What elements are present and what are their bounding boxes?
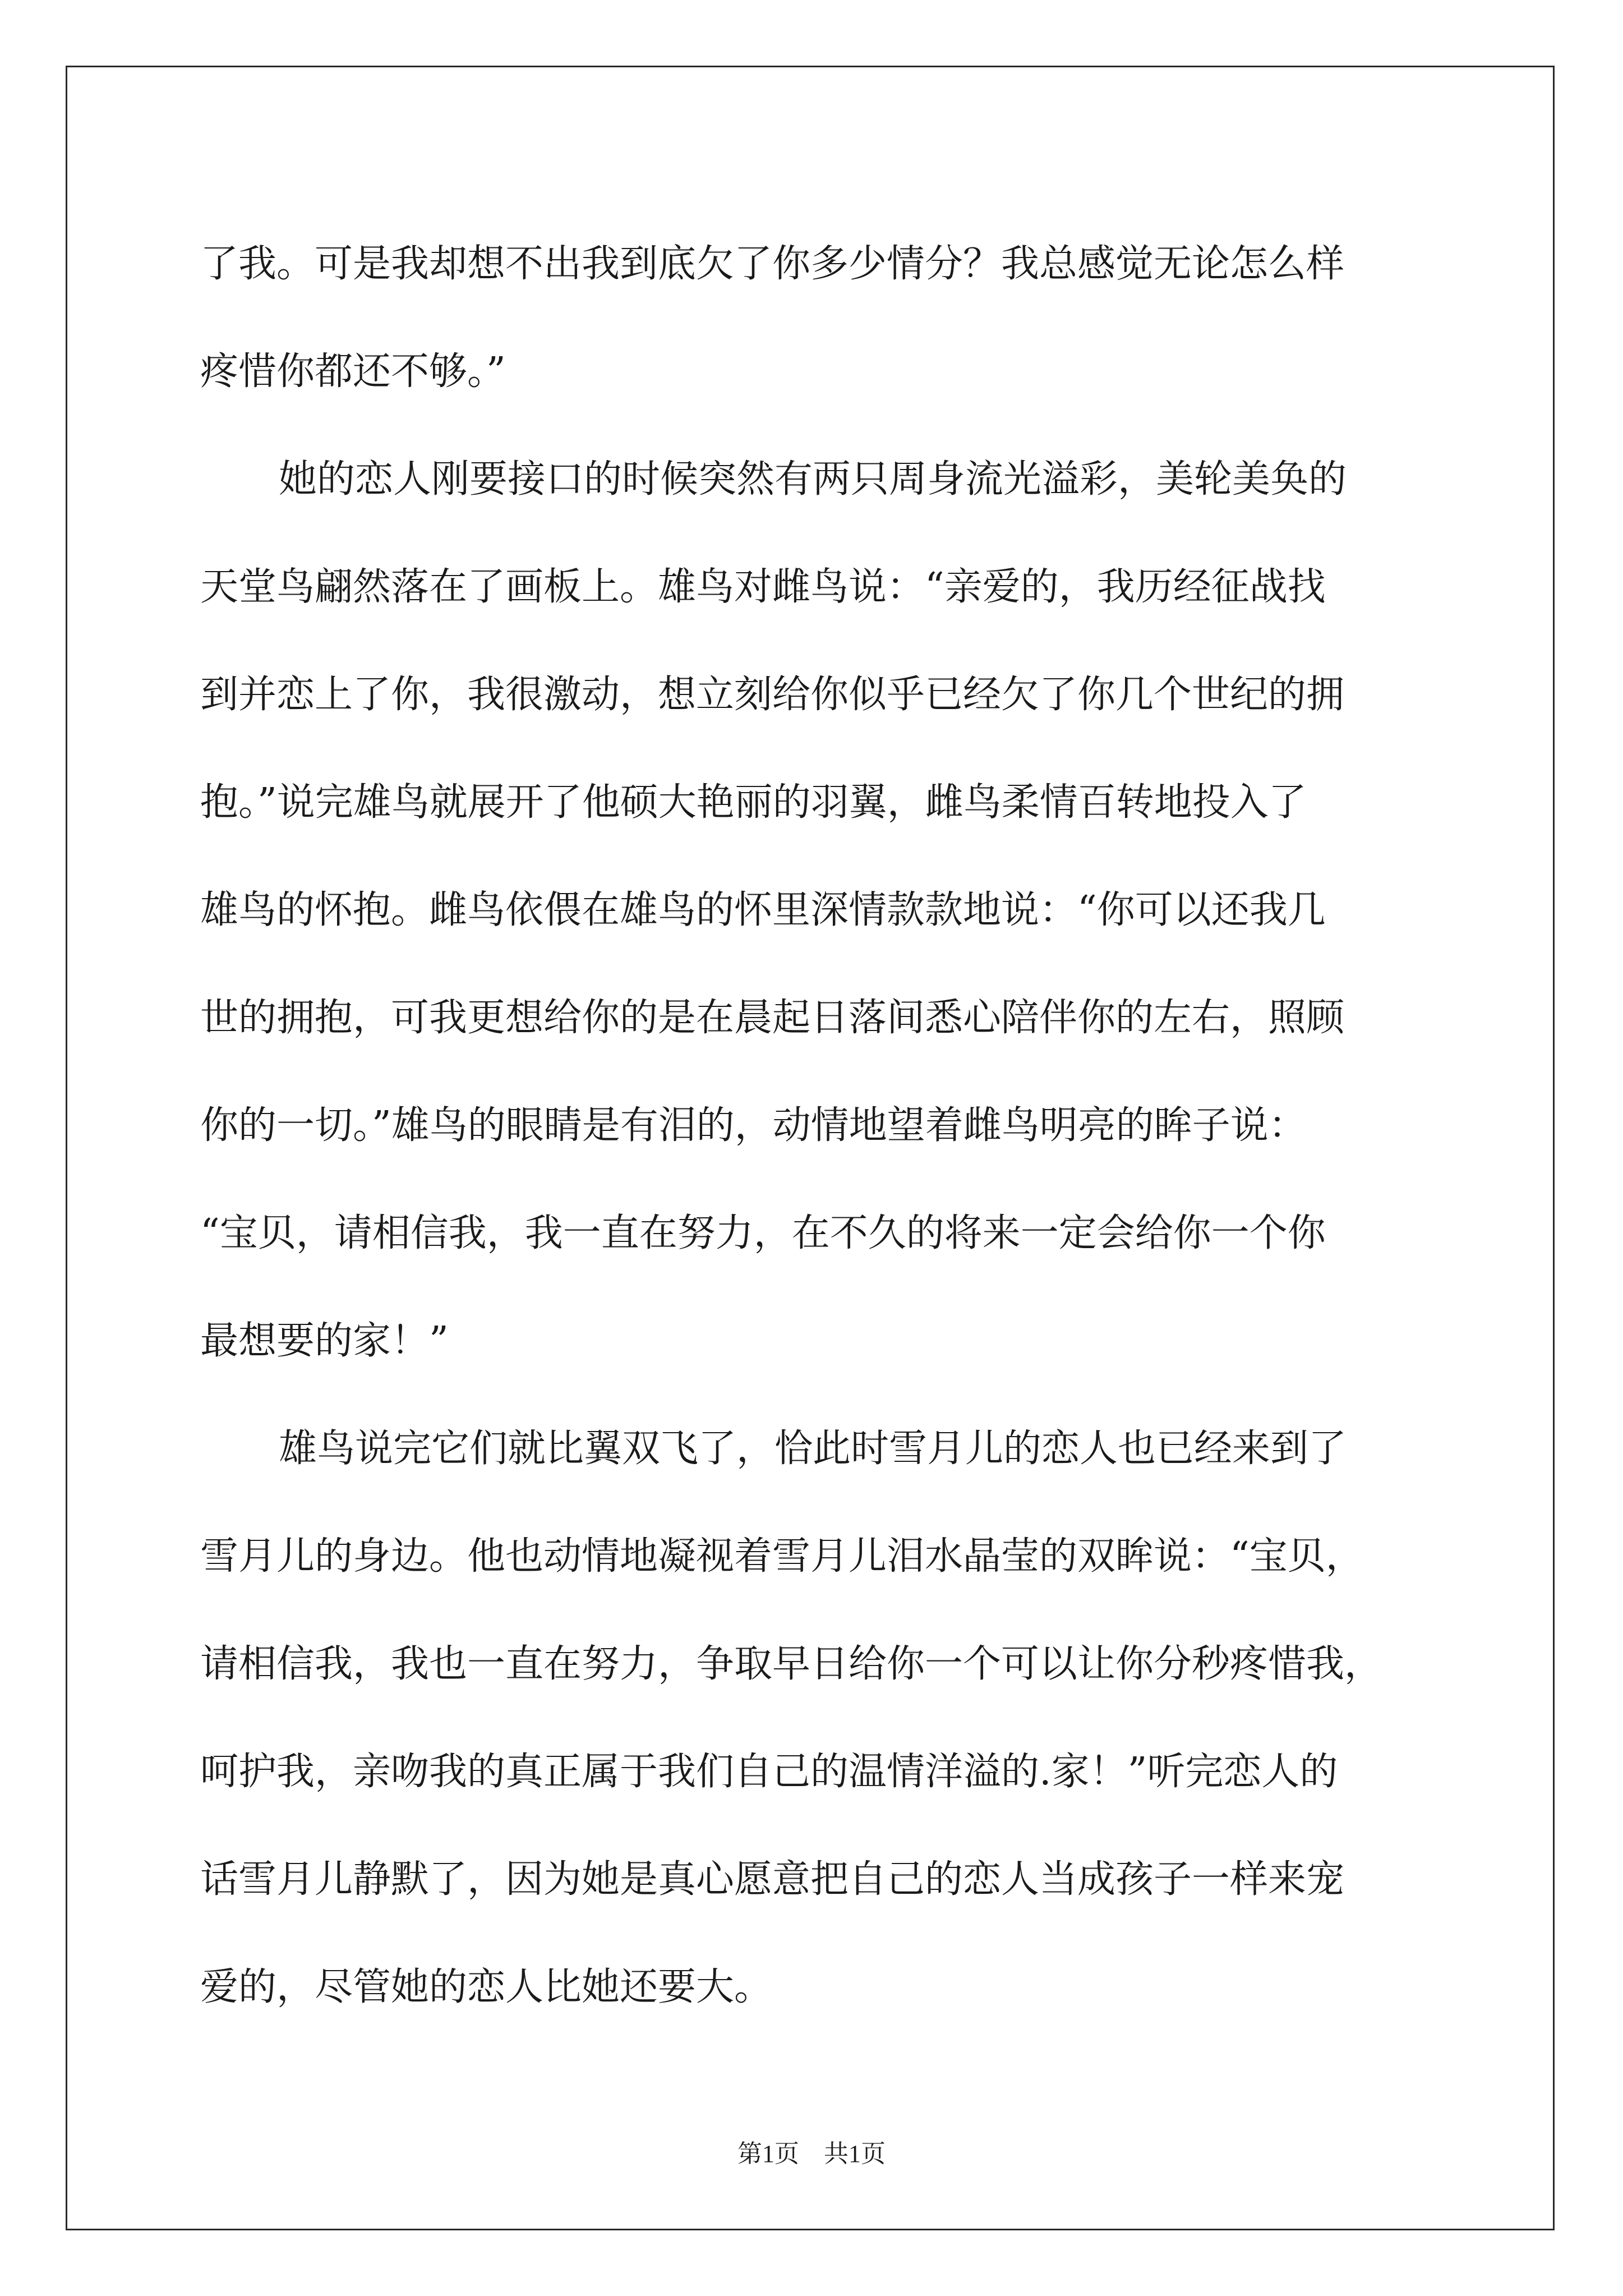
text-line: 呵护我，亲吻我的真正属于我们自己的温情洋溢的.家！”听完恋人的 — [200, 1750, 1338, 1794]
text-line: 请相信我，我也一直在努力，争取早日给你一个可以让你分秒疼惜我， — [200, 1642, 1383, 1686]
page-footer — [0, 2138, 1623, 2170]
paragraph-start-line: 她的恋人刚要接口的时候突然有两只周身流光溢彩，美轮美奂的 — [279, 457, 1347, 501]
text-line: 雄鸟的怀抱。雌鸟依偎在雄鸟的怀里深情款款地说：“你可以还我几 — [200, 888, 1326, 932]
page-number: 第1页 — [737, 2140, 799, 2168]
text-line: 疼惜你都还不够。” — [200, 349, 506, 394]
paragraph-start-line: 雄鸟说完它们就比翼双飞了，恰此时雪月儿的恋人也已经来到了 — [279, 1427, 1347, 1471]
text-line: 到并恋上了你，我很激动，想立刻给你似乎已经欠了你几个世纪的拥 — [200, 673, 1345, 717]
text-line: 雪月儿的身边。他也动情地凝视着雪月儿泪水晶莹的双眸说：“宝贝， — [200, 1534, 1364, 1579]
text-line: “宝贝，请相信我，我一直在努力，在不久的将来一定会给你一个你 — [200, 1211, 1326, 1255]
page-total: 共1页 — [824, 2140, 886, 2168]
text-line: 话雪月儿静默了，因为她是真心愿意把自己的恋人当成孩子一样来宠 — [200, 1857, 1345, 1902]
text-line: 爱的，尽管她的恋人比她还要大。 — [200, 1965, 773, 2009]
text-line: 你的一切。”雄鸟的眼睛是有泪的，动情地望着雌鸟明亮的眸子说： — [200, 1103, 1307, 1148]
text-line: 天堂鸟翩然落在了画板上。雄鸟对雌鸟说：“亲爱的，我历经征战找 — [200, 565, 1326, 609]
text-line: 最想要的家！” — [200, 1319, 449, 1363]
text-line: 抱。”说完雄鸟就展开了他硕大艳丽的羽翼，雌鸟柔情百转地投入了 — [200, 780, 1307, 825]
text-line: 了我。可是我却想不出我到底欠了你多少情分？我总感觉无论怎么样 — [200, 242, 1345, 286]
text-line: 世的拥抱，可我更想给你的是在晨起日落间悉心陪伴你的左右，照顾 — [200, 996, 1345, 1040]
document-body — [200, 210, 1434, 2041]
